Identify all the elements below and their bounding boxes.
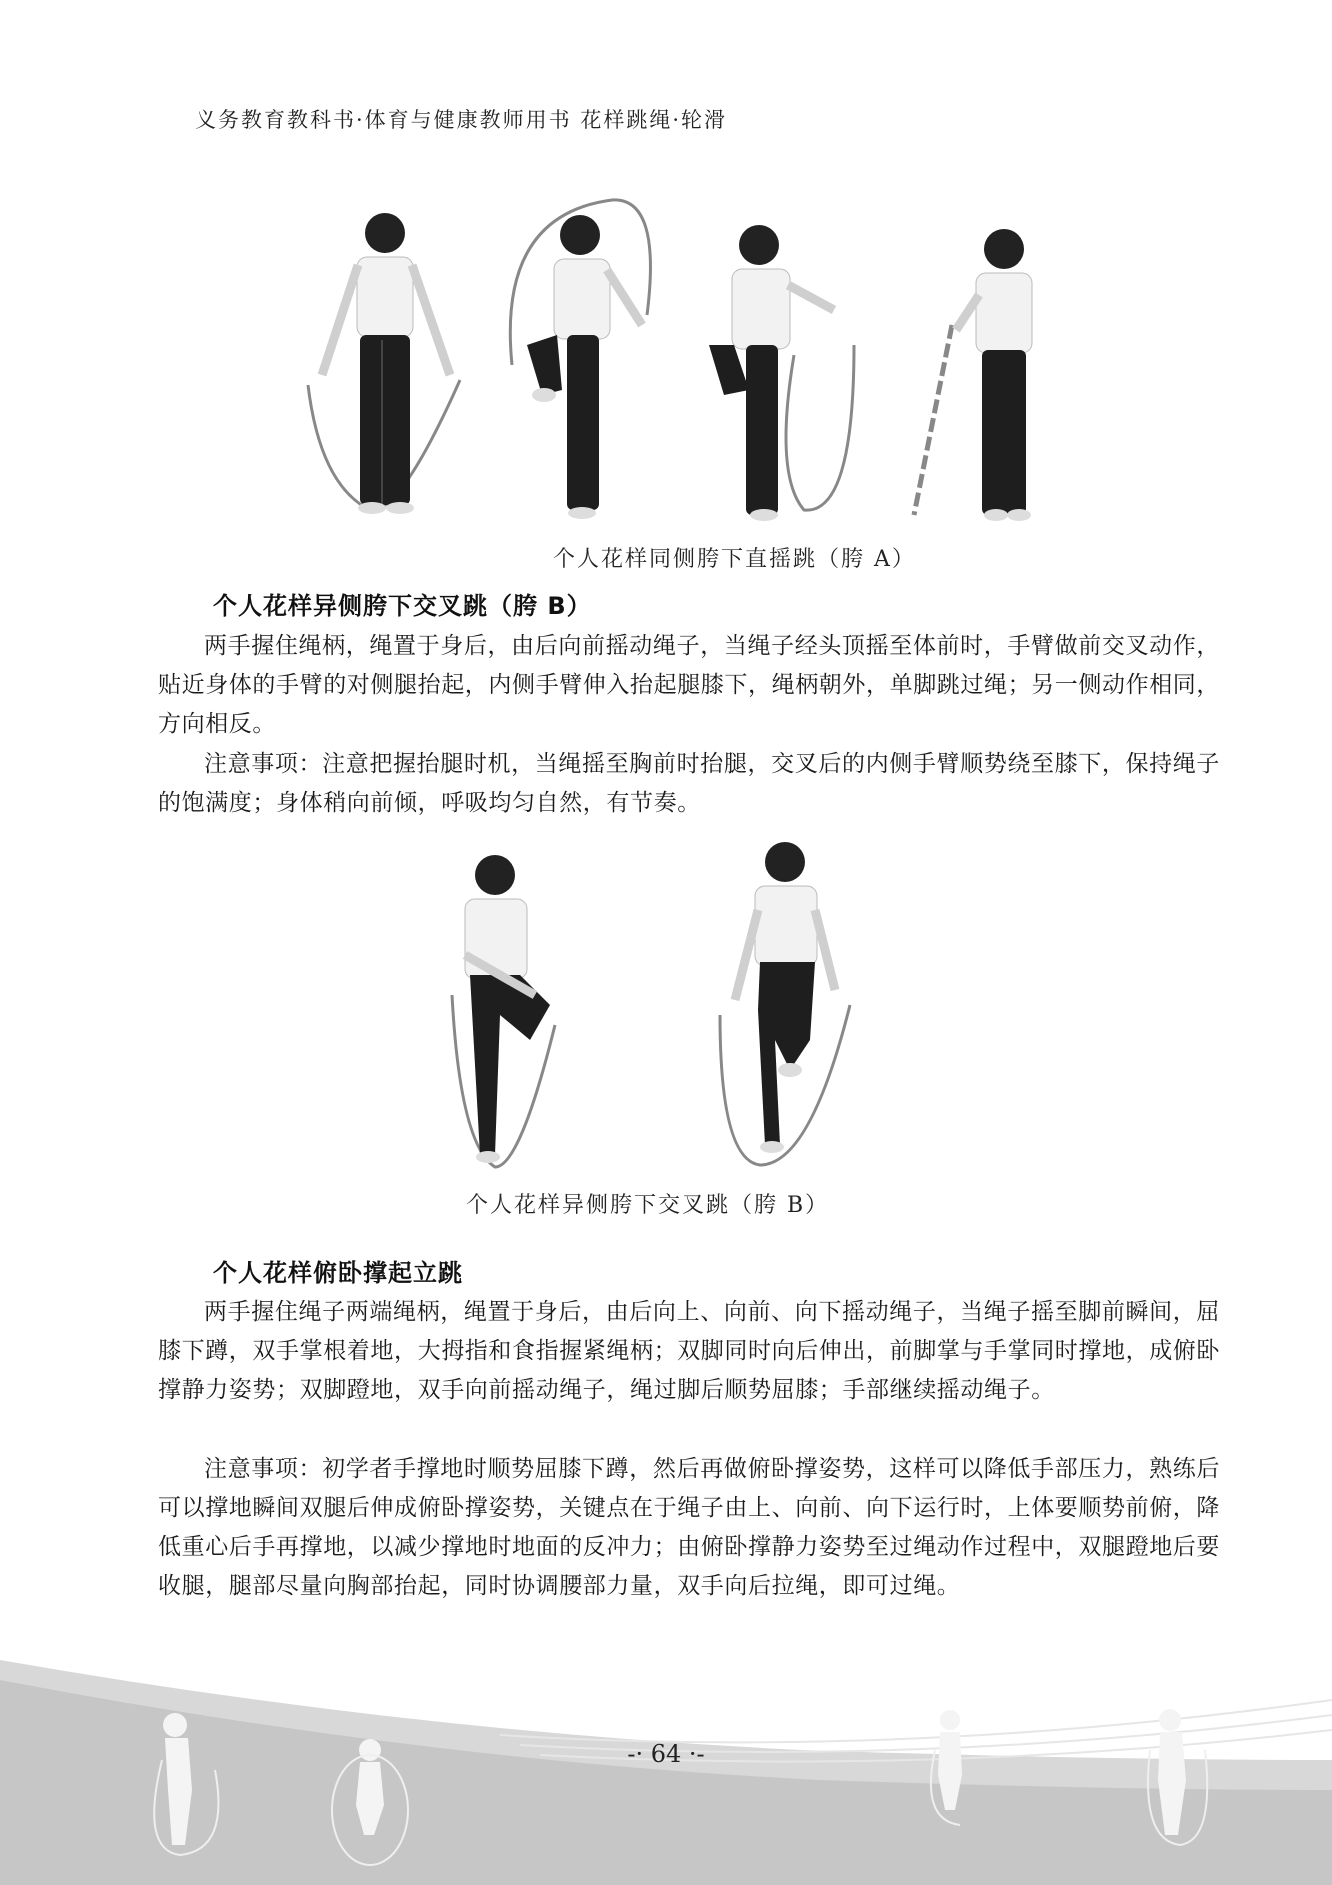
figure-1-caption: 个人花样同侧胯下直摇跳（胯 A） <box>553 547 916 572</box>
figure-2-caption: 个人花样异侧胯下交叉跳（胯 B） <box>466 1193 830 1218</box>
section-b-paragraph-2: 注意事项：注意把握抬腿时机，当绳摇至胸前时抬腿，交叉后的内侧手臂顺势绕至膝下，保持绳子的饱满度；身体稍向前倾，呼吸均匀自然，有节奏。 <box>158 751 1220 816</box>
photo-jump-4 <box>904 225 1054 525</box>
photo-cross-1 <box>440 855 570 1170</box>
page-number: -· 64 ·- <box>627 1740 705 1768</box>
section-c-paragraph-1: 两手握住绳子两端绳柄，绳置于身后，由后向上、向前、向下摇动绳子，当绳子摇至脚前瞬间，屈膝下蹲，双手掌根着地，大拇指和食指握紧绳柄；双脚同时向后伸出，前脚掌与手掌同时撑地，成俯卧撑静力姿势；双脚蹬地，双手向前摇动绳子，绳过脚后顺势屈膝；手部继续摇动绳子。 <box>158 1299 1220 1403</box>
photo-cross-2 <box>700 840 870 1170</box>
running-header: 义务教育教科书·体育与健康教师用书 花样跳绳·轮滑 <box>195 108 728 132</box>
figure-2-photos <box>440 840 870 1170</box>
section-title-pushup-jump: 个人花样俯卧撑起立跳 <box>213 1259 463 1287</box>
photo-jump-2 <box>502 195 682 525</box>
section-b-paragraph-1: 两手握住绳柄，绳置于身后，由后向前摇动绳子，当绳子经头顶摇至体前时，手臂做前交叉动作，贴近身体的手臂的对侧腿抬起，内侧手臂伸入抬起腿膝下，绳柄朝外，单脚跳过绳；另一侧动作相同，方向相反。 <box>158 633 1220 737</box>
section-title-kua-b: 个人花样异侧胯下交叉跳（胯 B） <box>213 592 592 620</box>
section-c-paragraph-2: 注意事项：初学者手撑地时顺势屈膝下蹲，然后再做俯卧撑姿势，这样可以降低手部压力，熟练后可以撑地瞬间双腿后伸成俯卧撑姿势，关键点在于绳子由上、向前、向下运行时，上体要顺势前俯，降低重心后手再撑地，以减少撑地时地面的反冲力；由俯卧撑静力姿势至过绳动作过程中，双腿蹬地后要收腿，腿部尽量向胸部抬起，同时协调腰部力量，双手向后拉绳，即可过绳。 <box>158 1456 1220 1599</box>
photo-jump-3 <box>704 225 874 525</box>
photo-jump-1 <box>290 205 480 525</box>
figure-1-photos <box>290 195 1054 525</box>
